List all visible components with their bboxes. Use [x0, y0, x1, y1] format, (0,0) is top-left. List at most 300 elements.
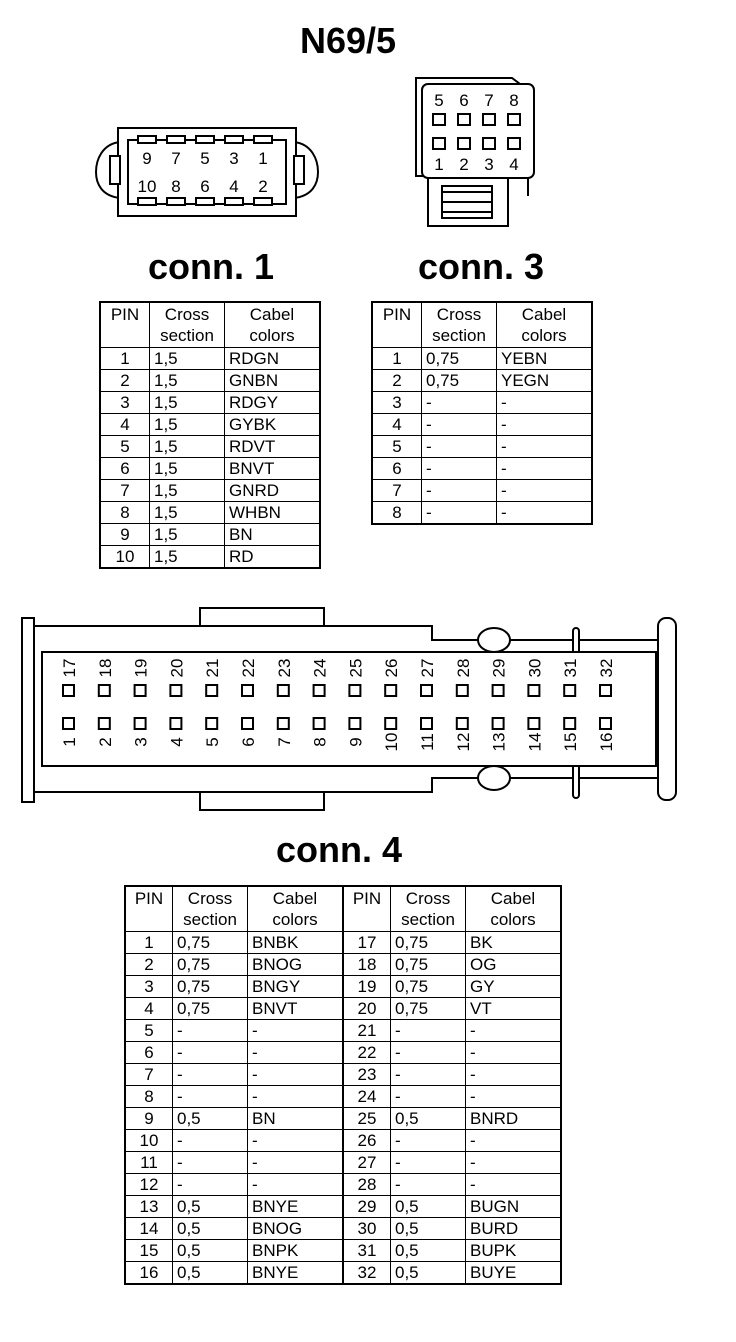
pin-label: 11: [418, 733, 437, 751]
pin-number: 3: [372, 392, 422, 414]
cable-color-value-2: BUYE: [466, 1262, 562, 1285]
pin-number-2: 28: [343, 1174, 391, 1196]
cross-section-value-2: 0,5: [391, 1108, 466, 1130]
pin-number: 2: [372, 370, 422, 392]
cross-section-value: 1,5: [150, 480, 225, 502]
pin-number: 2: [100, 370, 150, 392]
table-row: [125, 1262, 561, 1285]
pin-number-2: 26: [343, 1130, 391, 1152]
table-row: [100, 392, 320, 414]
table-row: [125, 1020, 561, 1042]
cross-section-header: [150, 302, 225, 348]
cable-color-value-2: BUGN: [466, 1196, 562, 1218]
cable-color-value: -: [497, 480, 593, 502]
table-row: [125, 1086, 561, 1108]
cross-section-value: 0,75: [422, 370, 497, 392]
pin-label: 7: [171, 149, 181, 168]
cable-color-value-2: -: [466, 1020, 562, 1042]
pin-slot: [493, 685, 504, 696]
pin-number: 1: [100, 348, 150, 370]
pin-number: 9: [100, 524, 150, 546]
cross-section-value-2: 0,5: [391, 1262, 466, 1285]
pin-slot: [225, 136, 243, 143]
pin-label: 13: [489, 732, 509, 752]
pin-number-2: 20: [343, 998, 391, 1020]
pin-slot: [385, 718, 396, 729]
pin-slot: [349, 718, 360, 729]
pin-label: 7: [484, 91, 494, 110]
pin-number: 9: [125, 1108, 173, 1130]
conn1-table-header: [100, 302, 320, 348]
pin-label: 4: [167, 737, 187, 747]
pin-label: 25: [346, 658, 366, 678]
table-row: [372, 370, 592, 392]
pin-label: 27: [418, 658, 437, 678]
pin-slot: [564, 685, 575, 696]
pin-label: 6: [239, 737, 258, 747]
cable-color-value: BNVT: [225, 458, 321, 480]
table-row: [125, 1218, 561, 1240]
pin-number: 1: [125, 932, 173, 954]
pin-slot: [135, 718, 146, 729]
pin-number: 7: [100, 480, 150, 502]
table-row: [372, 392, 592, 414]
cross-section-value: -: [173, 1020, 248, 1042]
cable-colors-header-line2: colors: [272, 910, 318, 929]
cross-section-header: [422, 302, 497, 348]
pin-label: 28: [453, 658, 473, 678]
page-title: N69/5: [299, 20, 397, 61]
pin-label: 22: [239, 658, 258, 678]
cross-section-value: 1,5: [150, 414, 225, 436]
pin-slot: [196, 198, 214, 205]
table-row: [100, 502, 320, 524]
conn4-pin-table: [124, 885, 562, 1285]
cable-color-value: BNVT: [248, 998, 344, 1020]
cross-section-value: 1,5: [150, 370, 225, 392]
pin-number: 5: [372, 436, 422, 458]
cross-section-value: -: [422, 392, 497, 414]
cable-color-value: GNRD: [225, 480, 321, 502]
pin-number: 2: [125, 954, 173, 976]
cable-color-value: YEGN: [497, 370, 593, 392]
cross-section-header: [173, 886, 248, 932]
pin-label: 6: [459, 91, 469, 110]
cable-color-value-2: BURD: [466, 1218, 562, 1240]
pin-slot: [242, 718, 253, 729]
cable-color-value: -: [497, 436, 593, 458]
pin-number: 5: [125, 1020, 173, 1042]
cross-section-value-2: -: [391, 1042, 466, 1064]
cable-color-value: -: [248, 1130, 344, 1152]
pin-label: 8: [509, 91, 519, 110]
pin-slot: [600, 685, 611, 696]
cable-color-value: YEBN: [497, 348, 593, 370]
pin-number: 7: [372, 480, 422, 502]
pin-number: 7: [125, 1064, 173, 1086]
cross-section-value: -: [422, 502, 497, 525]
pin-slot: [385, 685, 396, 696]
cross-section-value: 0,5: [173, 1240, 248, 1262]
cross-section-value: 1,5: [150, 502, 225, 524]
cable-color-value-2: -: [466, 1064, 562, 1086]
pin-slot: [421, 718, 432, 729]
conn3-pin-table: [371, 301, 593, 525]
pin-number: 8: [100, 502, 150, 524]
pin-number: 3: [100, 392, 150, 414]
table-row: [100, 436, 320, 458]
pin-slot: [483, 138, 495, 149]
cable-colors-header-line2: colors: [249, 326, 295, 345]
pin-label: 5: [200, 149, 210, 168]
table-row: [125, 932, 561, 954]
pin-slot: [457, 685, 468, 696]
pin-label: 26: [382, 658, 402, 678]
table-row: [372, 414, 592, 436]
table-row: [100, 458, 320, 480]
cross-section-value: 1,5: [150, 436, 225, 458]
pin-number: 11: [125, 1152, 173, 1174]
cross-section-value-2: 0,5: [391, 1218, 466, 1240]
pin-label: 20: [167, 658, 187, 678]
pin-label: 31: [561, 658, 581, 678]
pin-slot: [508, 138, 520, 149]
cross-section-header-2-line2: section: [401, 910, 455, 929]
pin-slot: [564, 718, 575, 729]
table-row: [372, 480, 592, 502]
pin-label: 3: [131, 737, 151, 747]
cross-section-value: -: [173, 1130, 248, 1152]
pin-number: 4: [372, 414, 422, 436]
pin-label: 15: [561, 732, 581, 752]
pin-slot: [314, 718, 325, 729]
conn4-table-header: [125, 886, 561, 932]
pin-slot: [170, 685, 181, 696]
table-row: [100, 480, 320, 502]
table-row: [125, 1152, 561, 1174]
table-row: [125, 1064, 561, 1086]
cable-color-value-2: -: [466, 1174, 562, 1196]
cross-section-value: -: [422, 480, 497, 502]
cable-color-value: GNBN: [225, 370, 321, 392]
cable-colors-header-line1: Cabel: [249, 305, 295, 324]
pin-slot: [458, 138, 470, 149]
pin-label: 18: [95, 658, 115, 678]
cross-section-value: -: [422, 458, 497, 480]
cable-color-value: -: [248, 1086, 344, 1108]
cross-section-value: 0,75: [173, 932, 248, 954]
cross-section-value-2: 0,75: [391, 932, 466, 954]
pin-slot: [63, 685, 74, 696]
pin-number-2: 23: [343, 1064, 391, 1086]
cable-colors-header-line1: Cabel: [272, 889, 318, 908]
pin-slot: [254, 136, 272, 143]
cross-section-value: 1,5: [150, 546, 225, 569]
cable-color-value: BNGY: [248, 976, 344, 998]
pin-header: PIN: [100, 302, 150, 348]
pin-number: 13: [125, 1196, 173, 1218]
cable-color-value: -: [248, 1064, 344, 1086]
cross-section-header-2-line1: Cross: [405, 889, 451, 908]
cross-section-value: 0,5: [173, 1218, 248, 1240]
pin-number: 3: [125, 976, 173, 998]
pin-number-2: 21: [343, 1020, 391, 1042]
pin-number: 16: [125, 1262, 173, 1285]
cable-colors-header: [225, 302, 321, 348]
pin-number: 8: [125, 1086, 173, 1108]
pin-number-2: 17: [343, 932, 391, 954]
pin-label: 23: [274, 658, 294, 678]
cross-section-header-line2: section: [160, 326, 214, 345]
pin-label: 21: [203, 658, 223, 678]
cross-section-header-line2: section: [183, 910, 237, 929]
pin-slot: [528, 685, 539, 696]
cross-section-value: 1,5: [150, 524, 225, 546]
pin-slot: [433, 114, 445, 125]
cross-section-value: 0,5: [173, 1108, 248, 1130]
cable-color-value-2: -: [466, 1152, 562, 1174]
cable-color-value: BNOG: [248, 1218, 344, 1240]
conn4-title: conn. 4: [276, 829, 403, 870]
cross-section-value: 0,75: [422, 348, 497, 370]
pin-slot: [138, 198, 156, 205]
table-row: [100, 370, 320, 392]
cross-section-value: -: [173, 1174, 248, 1196]
pin-number: 15: [125, 1240, 173, 1262]
pin-label: 5: [434, 91, 444, 110]
cross-section-value-2: -: [391, 1064, 466, 1086]
pin-label: 8: [171, 177, 181, 196]
conn1-pin-table: [99, 301, 321, 569]
cross-section-value-2: -: [391, 1130, 466, 1152]
cable-colors-header: [497, 302, 593, 348]
pin-label: 2: [95, 737, 115, 747]
pin-label: 16: [597, 732, 616, 752]
cable-color-value: BNBK: [248, 932, 344, 954]
cross-section-header-2: [391, 886, 466, 932]
table-row: [100, 348, 320, 370]
pin-label: 17: [60, 658, 79, 678]
pin-label: 29: [489, 658, 509, 678]
pin-header: PIN: [372, 302, 422, 348]
cross-section-value: 1,5: [150, 458, 225, 480]
cable-color-value: RD: [225, 546, 321, 569]
cable-color-value: -: [497, 414, 593, 436]
pin-slot: [458, 114, 470, 125]
cable-color-value-2: BUPK: [466, 1240, 562, 1262]
cable-color-value: -: [248, 1174, 344, 1196]
pin-number: 10: [100, 546, 150, 569]
pin-label: 1: [434, 155, 444, 174]
cross-section-value: 0,75: [173, 954, 248, 976]
pin-label: 2: [258, 177, 268, 196]
pin-slot: [99, 718, 110, 729]
cable-color-value-2: BK: [466, 932, 562, 954]
pin-label: 14: [525, 732, 545, 752]
pin-label: 10: [137, 177, 157, 196]
pin-slot: [242, 685, 253, 696]
pin-number-2: 18: [343, 954, 391, 976]
conn1-title: conn. 1: [148, 246, 275, 287]
pin-number: 4: [100, 414, 150, 436]
cross-section-header-line1: Cross: [436, 305, 482, 324]
table-row: [125, 1240, 561, 1262]
cable-color-value: RDVT: [225, 436, 321, 458]
cross-section-value-2: -: [391, 1152, 466, 1174]
cross-section-value: -: [173, 1152, 248, 1174]
cross-section-value-2: 0,75: [391, 976, 466, 998]
pin-label: 4: [509, 155, 519, 174]
pin-slot: [170, 718, 181, 729]
pin-number-2: 24: [343, 1086, 391, 1108]
pin-label: 19: [131, 658, 151, 678]
cable-color-value: BN: [225, 524, 321, 546]
pin-label: 1: [60, 737, 79, 747]
pin-label: 30: [525, 658, 545, 678]
pin-number: 10: [125, 1130, 173, 1152]
pin-slot: [167, 198, 185, 205]
cross-section-value-2: -: [391, 1086, 466, 1108]
cable-color-value: GYBK: [225, 414, 321, 436]
pin-number: 4: [125, 998, 173, 1020]
pin-number: 12: [125, 1174, 173, 1196]
pin-number-2: 31: [343, 1240, 391, 1262]
cross-section-value: 0,75: [173, 998, 248, 1020]
cross-section-value-2: 0,75: [391, 954, 466, 976]
cable-color-value: BNYE: [248, 1196, 344, 1218]
cross-section-value: 0,5: [173, 1262, 248, 1285]
pin-label: 32: [597, 658, 616, 678]
pin-number-2: 22: [343, 1042, 391, 1064]
pin-slot: [433, 138, 445, 149]
table-row: [125, 998, 561, 1020]
pin-number-2: 30: [343, 1218, 391, 1240]
table-row: [125, 1196, 561, 1218]
conn3-connector-diagram: [412, 70, 552, 230]
table-row: [100, 414, 320, 436]
pin-slot: [483, 114, 495, 125]
cross-section-value: 0,75: [173, 976, 248, 998]
cross-section-value-2: -: [391, 1020, 466, 1042]
cable-color-value-2: OG: [466, 954, 562, 976]
pin-label: 2: [459, 155, 469, 174]
cable-colors-header-2-line2: colors: [490, 910, 536, 929]
pin-number: 1: [372, 348, 422, 370]
pin-number: 6: [372, 458, 422, 480]
pin-slot: [421, 685, 432, 696]
cross-section-value: -: [173, 1042, 248, 1064]
cross-section-header-line2: section: [432, 326, 486, 345]
pin-label: 3: [229, 149, 239, 168]
pin-number-2: 19: [343, 976, 391, 998]
cable-color-value: BN: [248, 1108, 344, 1130]
table-row: [125, 1108, 561, 1130]
pin-slot: [254, 198, 272, 205]
pin-slot: [457, 718, 468, 729]
pin-number: 6: [125, 1042, 173, 1064]
pin-label: 3: [484, 155, 494, 174]
cable-color-value: BNPK: [248, 1240, 344, 1262]
cable-color-value: -: [248, 1042, 344, 1064]
pin-slot: [600, 718, 611, 729]
pin-number: 8: [372, 502, 422, 525]
cable-colors-header-2-line1: Cabel: [490, 889, 536, 908]
table-row: [372, 458, 592, 480]
pin-slot: [508, 114, 520, 125]
cable-color-value-2: GY: [466, 976, 562, 998]
pin-label: 5: [203, 737, 223, 747]
cable-color-value: -: [497, 502, 593, 525]
pin-label: 9: [142, 149, 152, 168]
cable-colors-header-line2: colors: [521, 326, 567, 345]
table-row: [372, 348, 592, 370]
pin-slot: [135, 685, 146, 696]
cross-section-value-2: -: [391, 1174, 466, 1196]
cable-color-value-2: VT: [466, 998, 562, 1020]
pin-slot: [528, 718, 539, 729]
pin-number: 14: [125, 1218, 173, 1240]
conn3-title: conn. 3: [418, 246, 545, 287]
table-row: [372, 436, 592, 458]
pin-label: 24: [310, 658, 330, 678]
pin-header-2: PIN: [343, 886, 391, 932]
conn3-table-header: [372, 302, 592, 348]
pin-slot: [63, 718, 74, 729]
cable-color-value-2: -: [466, 1086, 562, 1108]
pin-slot: [278, 718, 289, 729]
cable-color-value-2: -: [466, 1042, 562, 1064]
cable-color-value: -: [248, 1020, 344, 1042]
table-row: [125, 1174, 561, 1196]
pin-slot: [99, 685, 110, 696]
pin-number-2: 25: [343, 1108, 391, 1130]
pin-label: 8: [310, 737, 330, 747]
pin-slot: [349, 685, 360, 696]
cable-colors-header: [248, 886, 344, 932]
cable-color-value: BNYE: [248, 1262, 344, 1285]
pin-label: 4: [229, 177, 239, 196]
pin-label: 12: [453, 732, 473, 752]
cross-section-value: -: [173, 1086, 248, 1108]
table-row: [125, 954, 561, 976]
cable-color-value-2: BNRD: [466, 1108, 562, 1130]
pin-label: 9: [346, 737, 366, 747]
pin-number-2: 29: [343, 1196, 391, 1218]
conn1-connector-diagram: [92, 120, 322, 220]
pin-label: 1: [258, 149, 268, 168]
cross-section-value: -: [422, 414, 497, 436]
pin-slot: [225, 198, 243, 205]
pin-slot: [278, 685, 289, 696]
pin-slot: [196, 136, 214, 143]
table-row: [372, 502, 592, 525]
pin-number-2: 27: [343, 1152, 391, 1174]
table-row: [100, 546, 320, 569]
cable-color-value: RDGN: [225, 348, 321, 370]
pin-slot: [206, 685, 217, 696]
pin-label: 6: [200, 177, 210, 196]
pin-slot: [206, 718, 217, 729]
cable-color-value: -: [248, 1152, 344, 1174]
pin-label: 10: [382, 732, 402, 752]
cable-color-value: -: [497, 458, 593, 480]
pin-slot: [167, 136, 185, 143]
pin-number: 5: [100, 436, 150, 458]
pin-number-2: 32: [343, 1262, 391, 1285]
pin-header: PIN: [125, 886, 173, 932]
cross-section-value: 1,5: [150, 348, 225, 370]
cross-section-value: -: [173, 1064, 248, 1086]
